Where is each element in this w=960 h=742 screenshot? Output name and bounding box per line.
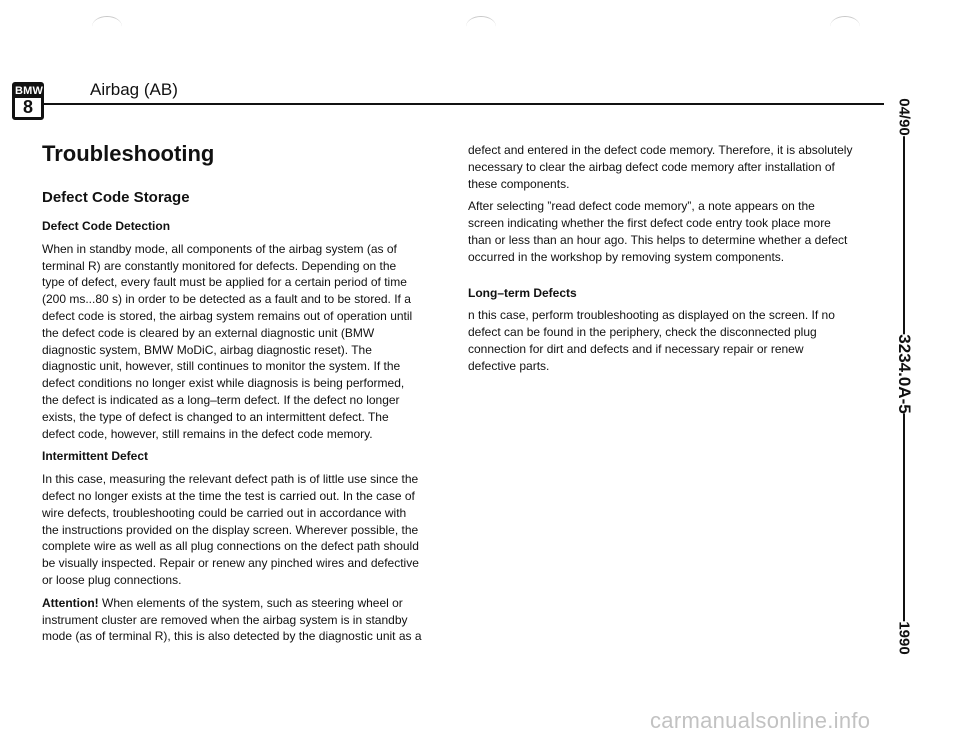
- corner-registration-mark: [830, 16, 860, 37]
- right-column: [468, 142, 854, 381]
- logo-brand: BMW: [15, 85, 44, 97]
- section-title: Defect Code Storage: [42, 189, 190, 206]
- page-title: Troubleshooting: [42, 141, 215, 166]
- detection-paragraph: When in standby mode, all components of the airbag system (as of terminal R) are constantly monitored for defects. Depending on the type of defect, every fault must be applied for a certain period of time (200 ms...80 s) in order to be detected as a fault and to be stored. If a defect code is stored, the airbag system remains out of operation until the defect code is cleared by an external diagnostic unit (BMW diagnostic system, BMW MoDiC, airbag diagnostic reset). The diagnostic unit, however, still continues to monitor the system. If the defect conditions no longer exist while diagnosis is being performed, the defect is indicated as a long–term defect. If the defect no longer exists, the type of defect is changed to an intermittent defect. The defect code, however, still remains in the defect code memory.: [42, 241, 413, 441]
- bmw-8-logo: [12, 82, 44, 120]
- detection-heading: Defect Code Detection: [42, 219, 171, 233]
- attention-paragraph: [42, 595, 422, 645]
- right-paragraph-1: defect and entered in the defect code memory. Therefore, it is absolutely necessary to clear the airbag defect code memory after installation of these components.: [468, 143, 853, 191]
- attention-text: When elements of the system, such as steering wheel or instrument cluster are removed when the airbag system is in standby mode (as of terminal R), this is also detected by the diagnostic unit as a: [42, 595, 422, 644]
- watermark: carmanualsonline.info: [650, 708, 871, 733]
- header-divider: [44, 103, 884, 105]
- intermittent-paragraph: In this case, measuring the relevant defect path is of little use since the defect no longer exists at the time the test is carried out. In the case of wire defects, troubleshooting could be carried out in accordance with the instructions provided on the display screen. Wherever possible, the complete wire as well as all plug connections on the defect path should be visually inspected. Repair or renew any pinched wires and defective or loose plug connections.: [42, 472, 419, 587]
- header-title: Airbag (AB): [90, 80, 178, 99]
- attention-label: Attention!: [42, 595, 99, 610]
- longterm-paragraph: n this case, perform troubleshooting as displayed on the screen. If no defect can be found in the periphery, check the disconnected plug connection for dirt and defects and if necessary repair or renew defective parts.: [468, 308, 835, 373]
- intermittent-heading: Intermittent Defect: [42, 449, 149, 464]
- corner-registration-mark: [466, 16, 496, 37]
- logo-number: 8: [22, 97, 33, 117]
- longterm-heading: Long–term Defects: [468, 285, 577, 300]
- right-paragraph-2: After selecting ”read defect code memory”, a note appears on the screen indicating whether the first defect code entry took place more than or less than an hour ago. This helps to determine whether a defect occurred in the workshop by removing system components.: [468, 199, 848, 264]
- corner-registration-mark: [92, 16, 122, 37]
- left-column: [42, 218, 422, 651]
